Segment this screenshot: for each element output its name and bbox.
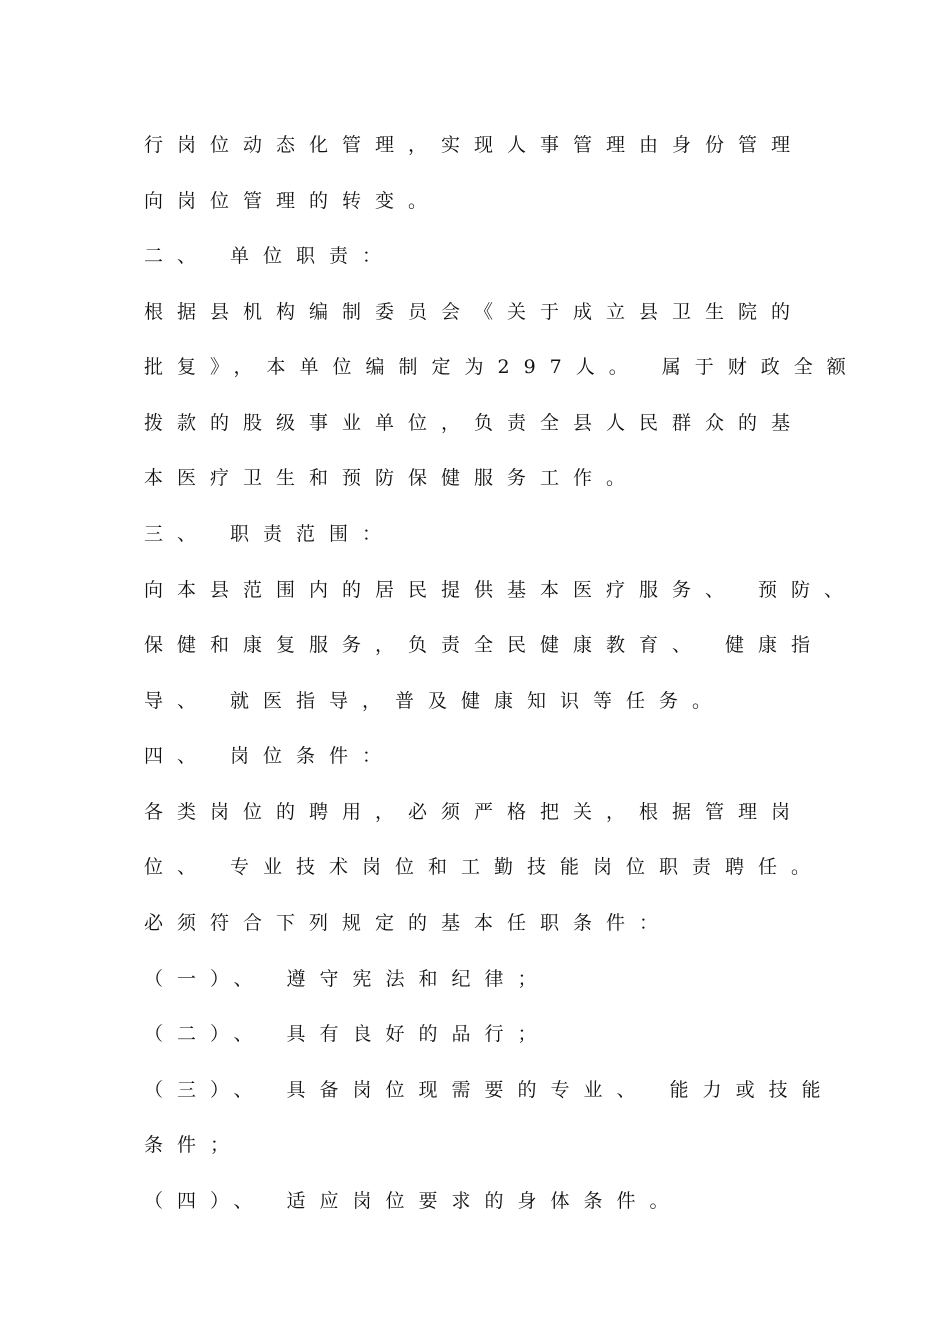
list-item: （四）、 适应岗位要求的身体条件。	[144, 1190, 683, 1212]
paragraph-line: 向岗位管理的转变。	[144, 190, 442, 212]
list-item-continuation: 条件；	[144, 1134, 244, 1156]
paragraph-line: 拨款的股级事业单位，负责全县人民群众的基	[144, 412, 805, 434]
section-heading: 四、 岗位条件：	[144, 745, 396, 767]
paragraph-line: 必须符合下列规定的基本任职条件：	[144, 912, 673, 934]
paragraph-line: 行岗位动态化管理，实现人事管理由身份管理	[144, 134, 805, 156]
paragraph-line: 根据县机构编制委员会《关于成立县卫生院的	[144, 301, 805, 323]
paragraph-line: 各类岗位的聘用，必须严格把关，根据管理岗	[144, 801, 805, 823]
paragraph-line: 批复》，本单位编制定为297人。 属于财政全额	[144, 356, 860, 378]
list-item: （二）、 具有良好的品行；	[144, 1023, 551, 1045]
list-item: （一）、 遵守宪法和纪律；	[144, 968, 551, 990]
section-heading: 三、 职责范围：	[144, 523, 396, 545]
section-heading: 二、 单位职责：	[144, 245, 396, 267]
paragraph-line: 保健和康复服务，负责全民健康教育、 健康指	[144, 634, 825, 656]
paragraph-line: 向本县范围内的居民提供基本医疗服务、 预防、	[144, 579, 858, 601]
list-item: （三）、 具备岗位现需要的专业、 能力或技能	[144, 1079, 835, 1101]
paragraph-line: 导、 就医指导，普及健康知识等任务。	[144, 690, 726, 712]
paragraph-line: 本医疗卫生和预防保健服务工作。	[144, 467, 640, 489]
paragraph-line: 位、 专业技术岗位和工勤技能岗位职责聘任。	[144, 856, 825, 878]
